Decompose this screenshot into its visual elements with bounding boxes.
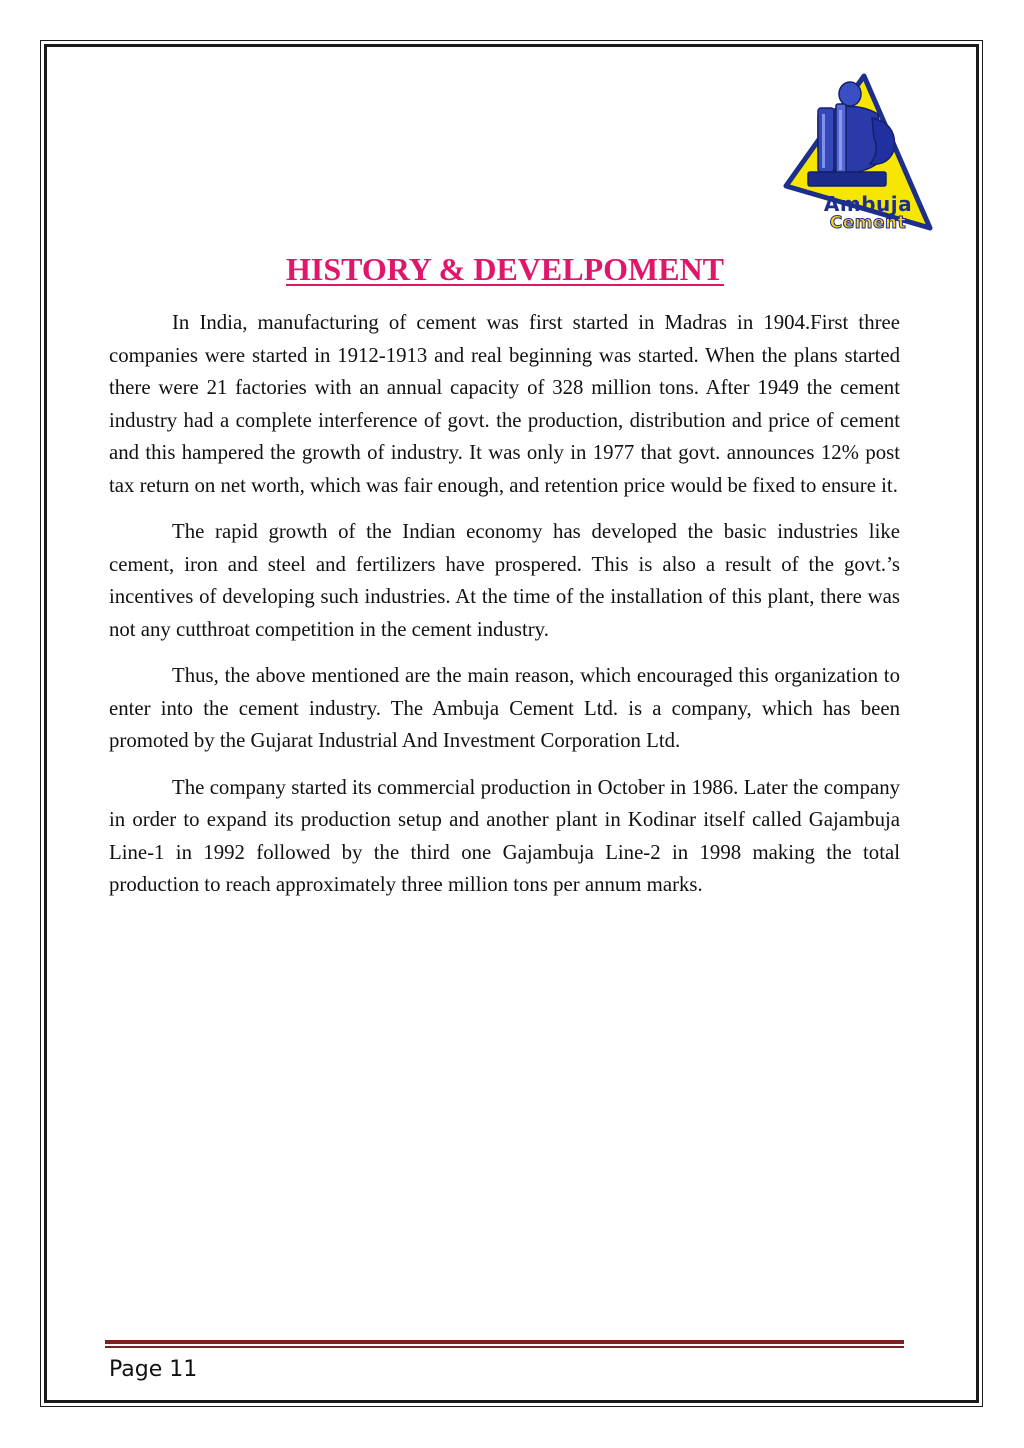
paragraph-1: In India, manufacturing of cement was first started in Madras in 1904.First three companies were started in 1912-1913 and real beginning was started. When the plans started there were 21 factories with an annual capacity of 328 million tons. After 1949 the cement industry had a complete interference of govt. the production, distribution and price of cement and this hampered the growth of industry. It was only in 1977 that govt. announces 12% post tax return on net worth, which was fair enough, and retention price would be fixed to ensure it. [109, 311, 900, 497]
footer-rule-secondary [105, 1346, 904, 1348]
footer-rule [105, 1340, 904, 1344]
logo-wordmark-line1: Ambuja [823, 192, 913, 216]
paragraph-2: The rapid growth of the Indian economy has developed the basic industries like cement, iron and steel and fertilizers have prospered. This is also a result of the govt.’s incentives of developing such industries. At the time of the installation of this plant, there was not any cutthroat competition in the cement industry. [109, 520, 900, 641]
document-body [109, 307, 900, 916]
page-number: Page 11 [109, 1357, 198, 1382]
paragraph-3: Thus, the above mentioned are the main reason, which encouraged this organization to enter into the cement industry. The Ambuja Cement Ltd. is a company, which has been promoted by the Gujarat Industrial And Investment Corporation Ltd. [109, 664, 900, 752]
logo-wordmark [812, 194, 924, 232]
page-title: HISTORY & DEVELPOMENT [285, 251, 725, 287]
paragraph-4: The company started its commercial production in October in 1986. Later the company in order to expand its production setup and another plant in Kodinar itself called Gajambuja Line-1 in 1992 followed by the third one Gajambuja Line-2 in 1998 making the total production to reach approximately three million tons per annum marks. [109, 775, 900, 896]
logo-wordmark-line2: Cement [829, 213, 907, 233]
